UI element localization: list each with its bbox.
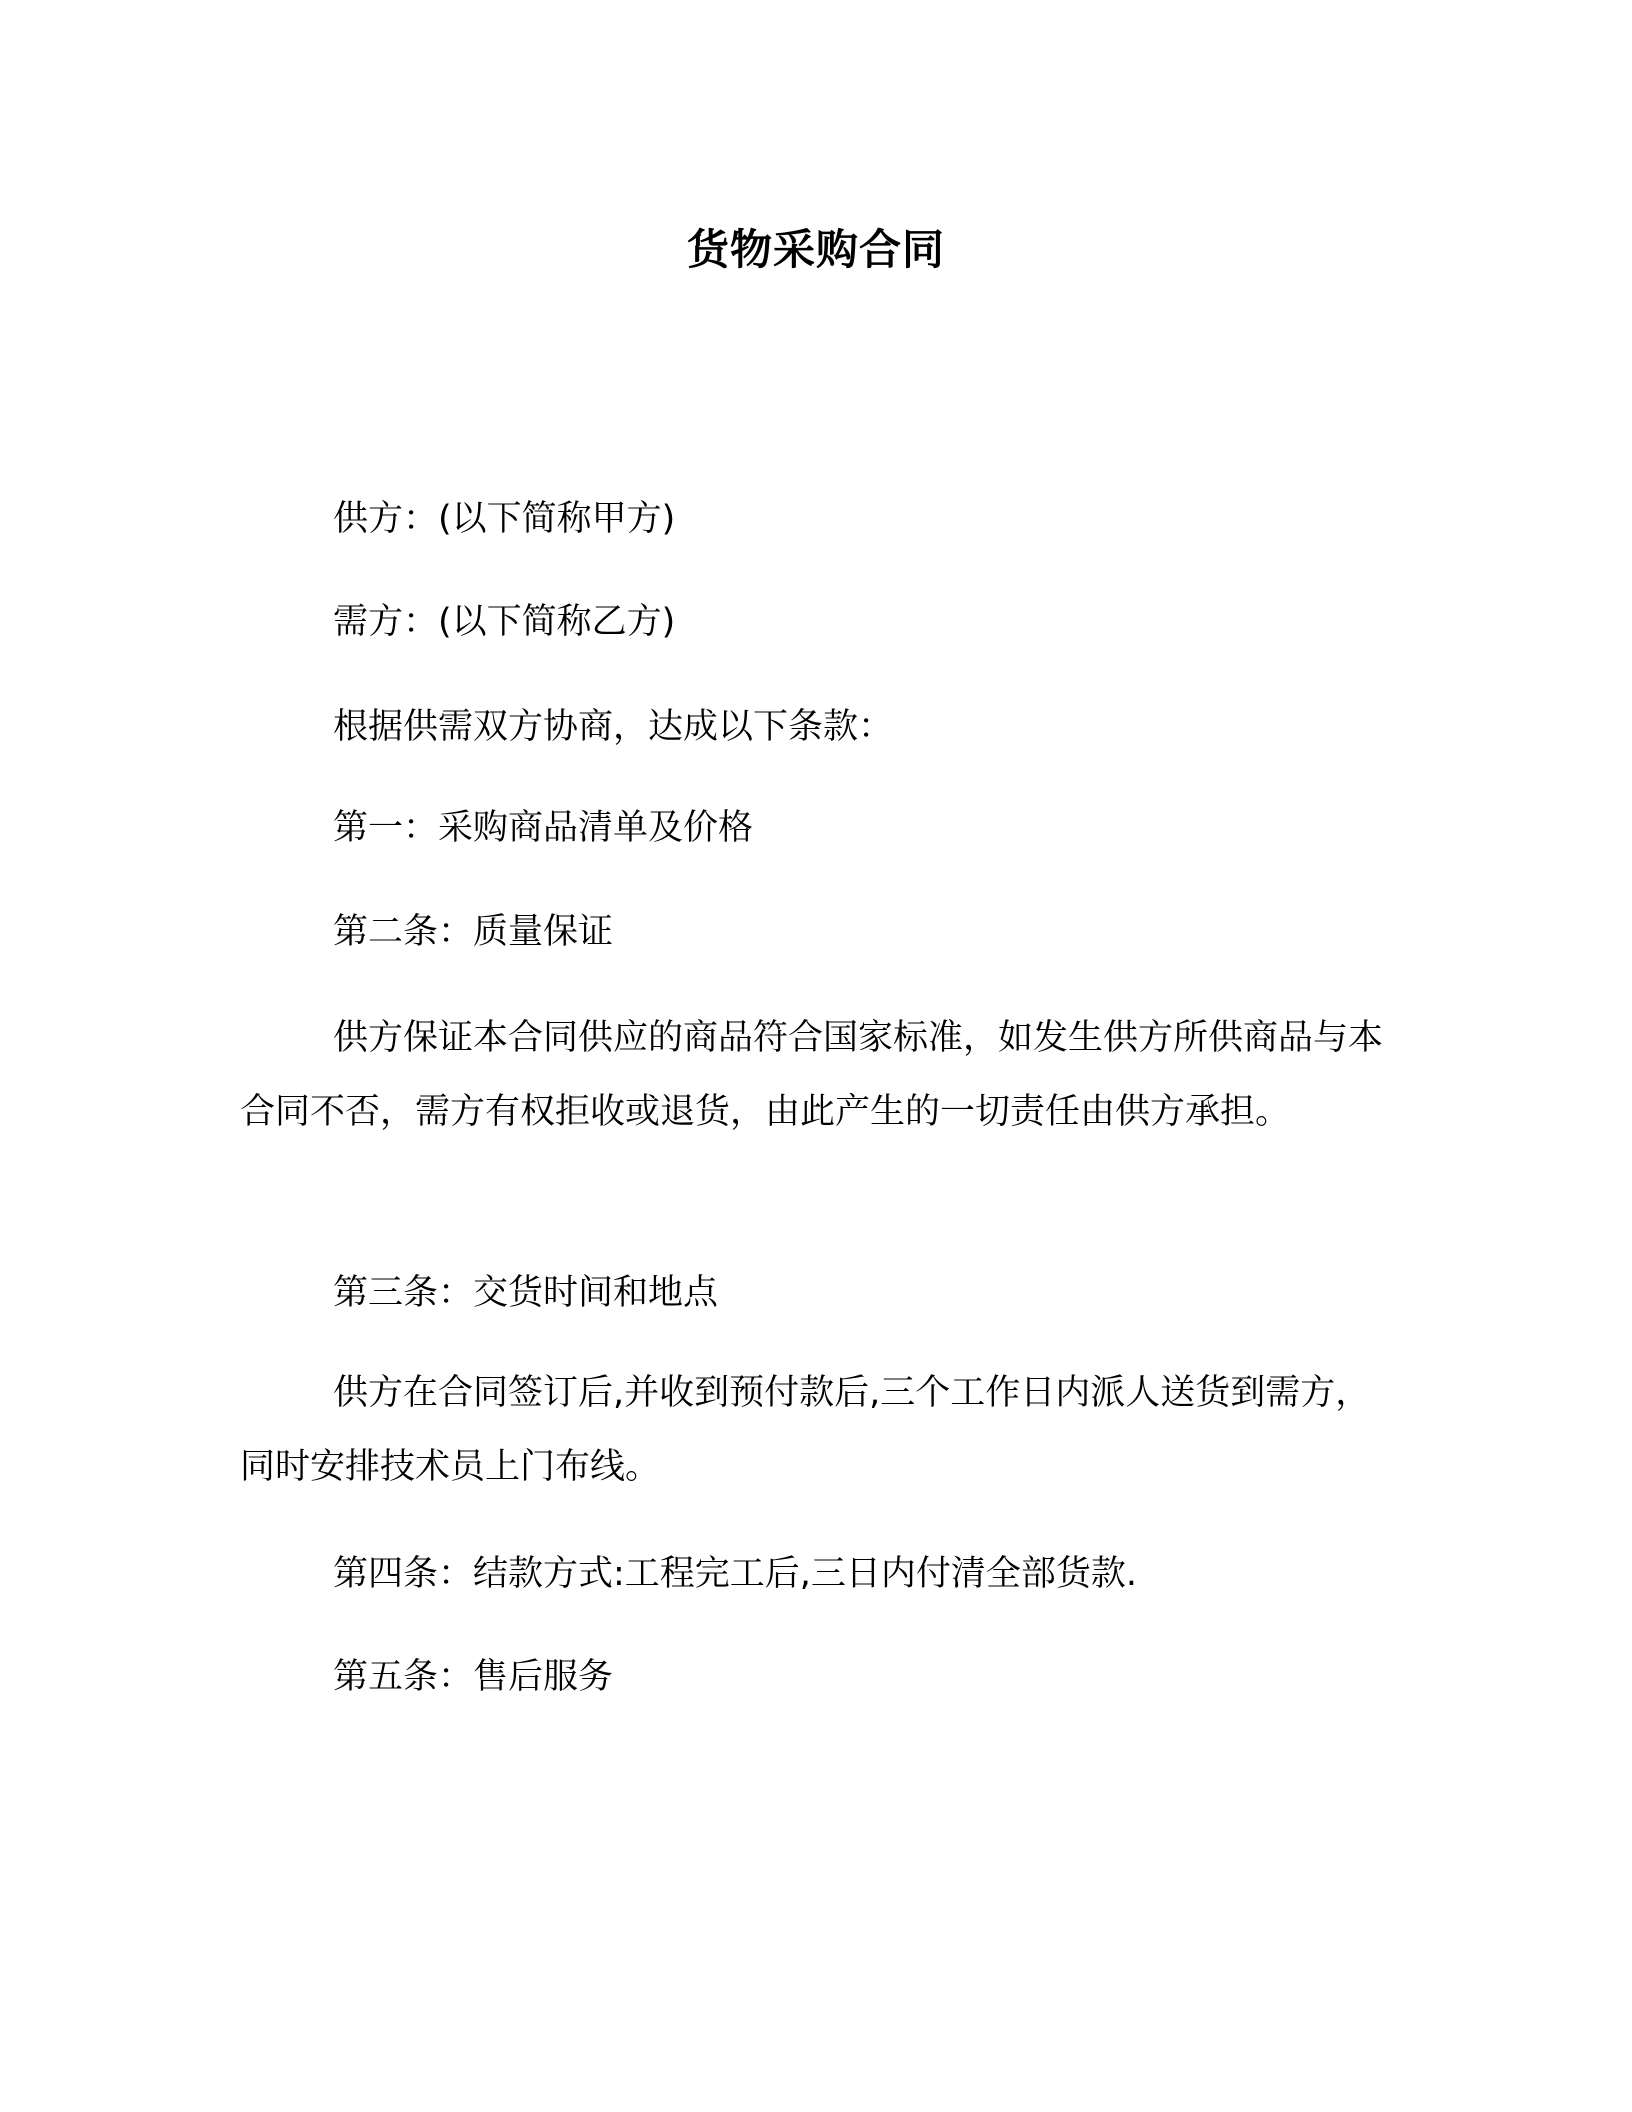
clause1-heading: 第一：采购商品清单及价格 bbox=[333, 808, 754, 848]
clause3-body: 供方在合同签订后,并收到预付款后,三个工作日内派人送货到需方，同时安排技术员上门布线。 bbox=[240, 1373, 1371, 1487]
document-title: 货物采购合同 bbox=[686, 225, 945, 274]
clause5-heading: 第五条：售后服务 bbox=[333, 1657, 614, 1697]
buyer-line: 需方：(以下简称乙方) bbox=[333, 602, 676, 642]
clause2-body: 供方保证本合同供应的商品符合国家标准，如发生供方所供商品与本合同不否，需方有权拒收或退货，由此产生的一切责任由供方承担。 bbox=[240, 1018, 1384, 1132]
clause4-line: 第四条：结款方式:工程完工后,三日内付清全部货款. bbox=[333, 1554, 1138, 1594]
supplier-line: 供方：(以下简称甲方) bbox=[333, 499, 676, 539]
clause3-heading: 第三条：交货时间和地点 bbox=[333, 1273, 719, 1313]
intro-line: 根据供需双方协商，达成以下条款： bbox=[333, 707, 894, 747]
clause2-heading: 第二条：质量保证 bbox=[333, 912, 614, 952]
